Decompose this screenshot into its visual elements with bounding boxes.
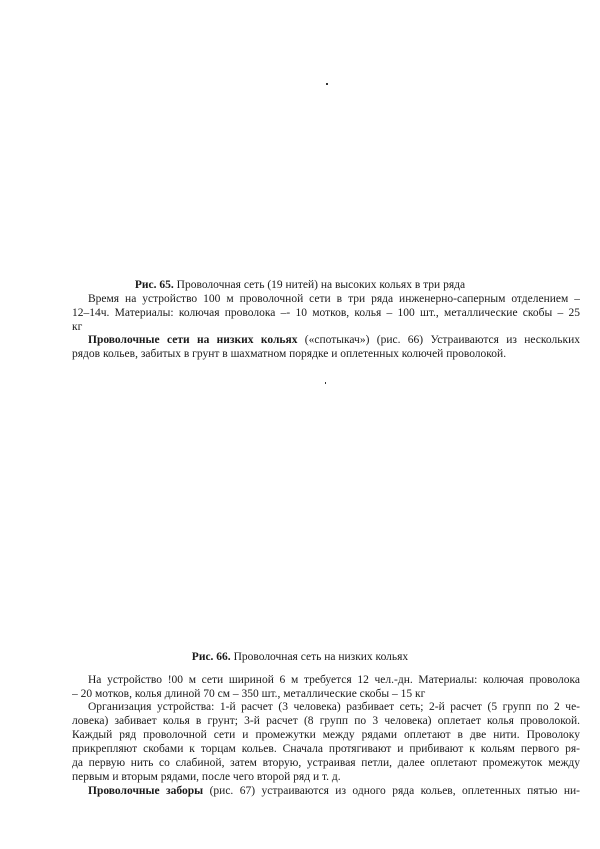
paragraph-line: Проволочные заборы (рис. 67) устраиваются из одного ряда кольев, оплетенных пятью ни-	[88, 785, 580, 797]
figure-66-label: Рис. 66.	[191, 651, 231, 663]
paragraph-line: первым и вторым рядами, после чего второй ряд и т. д.	[72, 771, 341, 783]
term-bold: Проволочные заборы	[88, 785, 204, 797]
figure-66-caption	[0, 650, 600, 664]
paragraph-line: Проволочные сети на низких кольях («спотыкач») (рис. 66) Устраиваются из нескольких	[88, 334, 580, 346]
paragraph-line: Каждый ряд проволочной сети и промежутки между рядами оплетают в две нити. Проволоку	[72, 729, 580, 741]
paragraph-fences	[72, 784, 580, 798]
figure-65-caption	[0, 278, 600, 292]
paragraph-line: ловека) забивает колья в грунт; 3-й расчет (8 групп по 3 человека) оплетает колья проволокой.	[72, 715, 580, 727]
paragraph-line: прикрепляют скобами к торцам кольев. Сначала протягивают и прибивают к кольям первого ря-	[72, 743, 580, 755]
paragraph-line: – 20 мотков, колья длиной 70 см – 350 шт., металлические скобы – 15 кг	[72, 688, 426, 700]
paragraph-line: кг	[72, 321, 83, 333]
paragraph-line: рядов кольев, забитых в грунт в шахматном порядке и оплетенных колючей проволокой.	[72, 348, 507, 360]
paragraph-line: Время на устройство 100 м проволочной сети в три ряда инженерно-саперным отделением –	[88, 293, 580, 305]
figure-65-text: Проволочная сеть (19 нитей) на высоких кольях в три ряда	[173, 279, 466, 291]
paragraph-line: Организация устройства: 1-й расчет (3 человека) разбивает сеть; 2-й расчет (5 групп по 2 че-	[88, 701, 580, 713]
paragraph-materials	[72, 673, 580, 701]
paragraph-line: На устройство !00 м сети шириной 6 м требуется 12 чел.-дн. Материалы: колючая проволока	[88, 674, 580, 686]
paragraph-line: да первую нить со слабиной, затем вторую, устраивая петли, далее оплетают промежуток между	[72, 757, 580, 769]
figure-66-text: Проволочная сеть на низких кольях	[230, 651, 409, 663]
term-bold: Проволочные сети на низких кольях	[88, 334, 298, 346]
figure-65-label: Рис. 65.	[134, 279, 174, 291]
paragraph-organization	[72, 700, 580, 784]
image-placeholder-dot	[326, 83, 328, 85]
paragraph-line: 12–14ч. Материалы: колючая проволока –- 10 мотков, колья – 100 шт., металлические скобы – 25	[72, 307, 580, 319]
paragraph-low-stakes	[72, 333, 580, 361]
image-placeholder-dot	[325, 382, 326, 384]
paragraph-time	[72, 292, 580, 334]
